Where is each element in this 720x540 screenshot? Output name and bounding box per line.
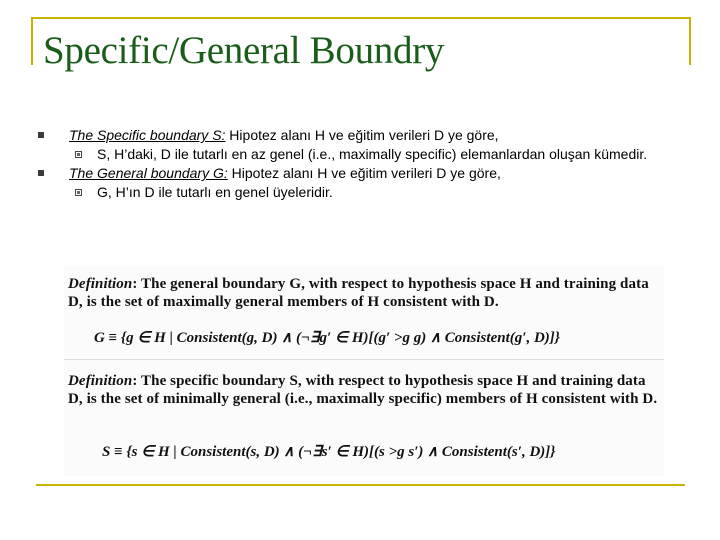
bullet-label: The General boundary G: [69, 165, 228, 181]
bullet-text: Hipotez alanı H ve eğitim verileri D ye göre, [225, 127, 499, 143]
definition-specific [68, 372, 664, 408]
definition-general [68, 275, 664, 311]
square-bullet-icon [38, 132, 44, 138]
bullet-list [38, 126, 678, 202]
sub-bullet-text: G, H’ın D ile tutarlı en genel üyeleridir. [97, 184, 333, 200]
equation-specific: S ≡ {s ∈ H | Consistent(s, D) ∧ (¬∃s′ ∈ H)[(s >g s′) ∧ Consistent(s′, D)]} [102, 444, 556, 460]
bullet-label: The Specific boundary S: [69, 127, 226, 143]
divider [64, 359, 664, 360]
slide-title: Specific/General Boundry [43, 29, 445, 72]
frame-right-line [689, 17, 691, 65]
frame-left-line [31, 17, 33, 65]
definition-lead: Definition [68, 373, 133, 389]
bullet-specific [38, 126, 678, 145]
square-bullet-icon [38, 170, 44, 176]
frame-bottom-line [36, 484, 685, 486]
sub-bullet-specific [38, 145, 678, 164]
bullet-general [38, 164, 678, 183]
definition-text: : The general boundary G, with respect to hypothesis space H and training data D, is the set of maximally general members of H consistent with D. [68, 276, 649, 310]
hollow-square-bullet-icon [75, 151, 82, 158]
bullet-text: Hipotez alanı H ve eğitim verileri D ye göre, [227, 165, 501, 181]
hollow-square-bullet-icon [75, 189, 82, 196]
frame-top-line [31, 17, 691, 19]
definitions-image [64, 266, 664, 476]
equation-general: G ≡ {g ∈ H | Consistent(g, D) ∧ (¬∃g′ ∈ H)[(g′ >g g) ∧ Consistent(g′, D)]} [94, 330, 560, 346]
definition-text: : The specific boundary S, with respect to hypothesis space H and training data D, is the set of minimally general (i.e., maximally specific) members of H consistent with D. [68, 373, 658, 407]
sub-bullet-general [38, 183, 678, 202]
definition-lead: Definition [68, 276, 133, 292]
sub-bullet-text: S, H’daki, D ile tutarlı en az genel (i.e., maximally specific) elemanlardan oluşan kümedir. [97, 146, 648, 162]
